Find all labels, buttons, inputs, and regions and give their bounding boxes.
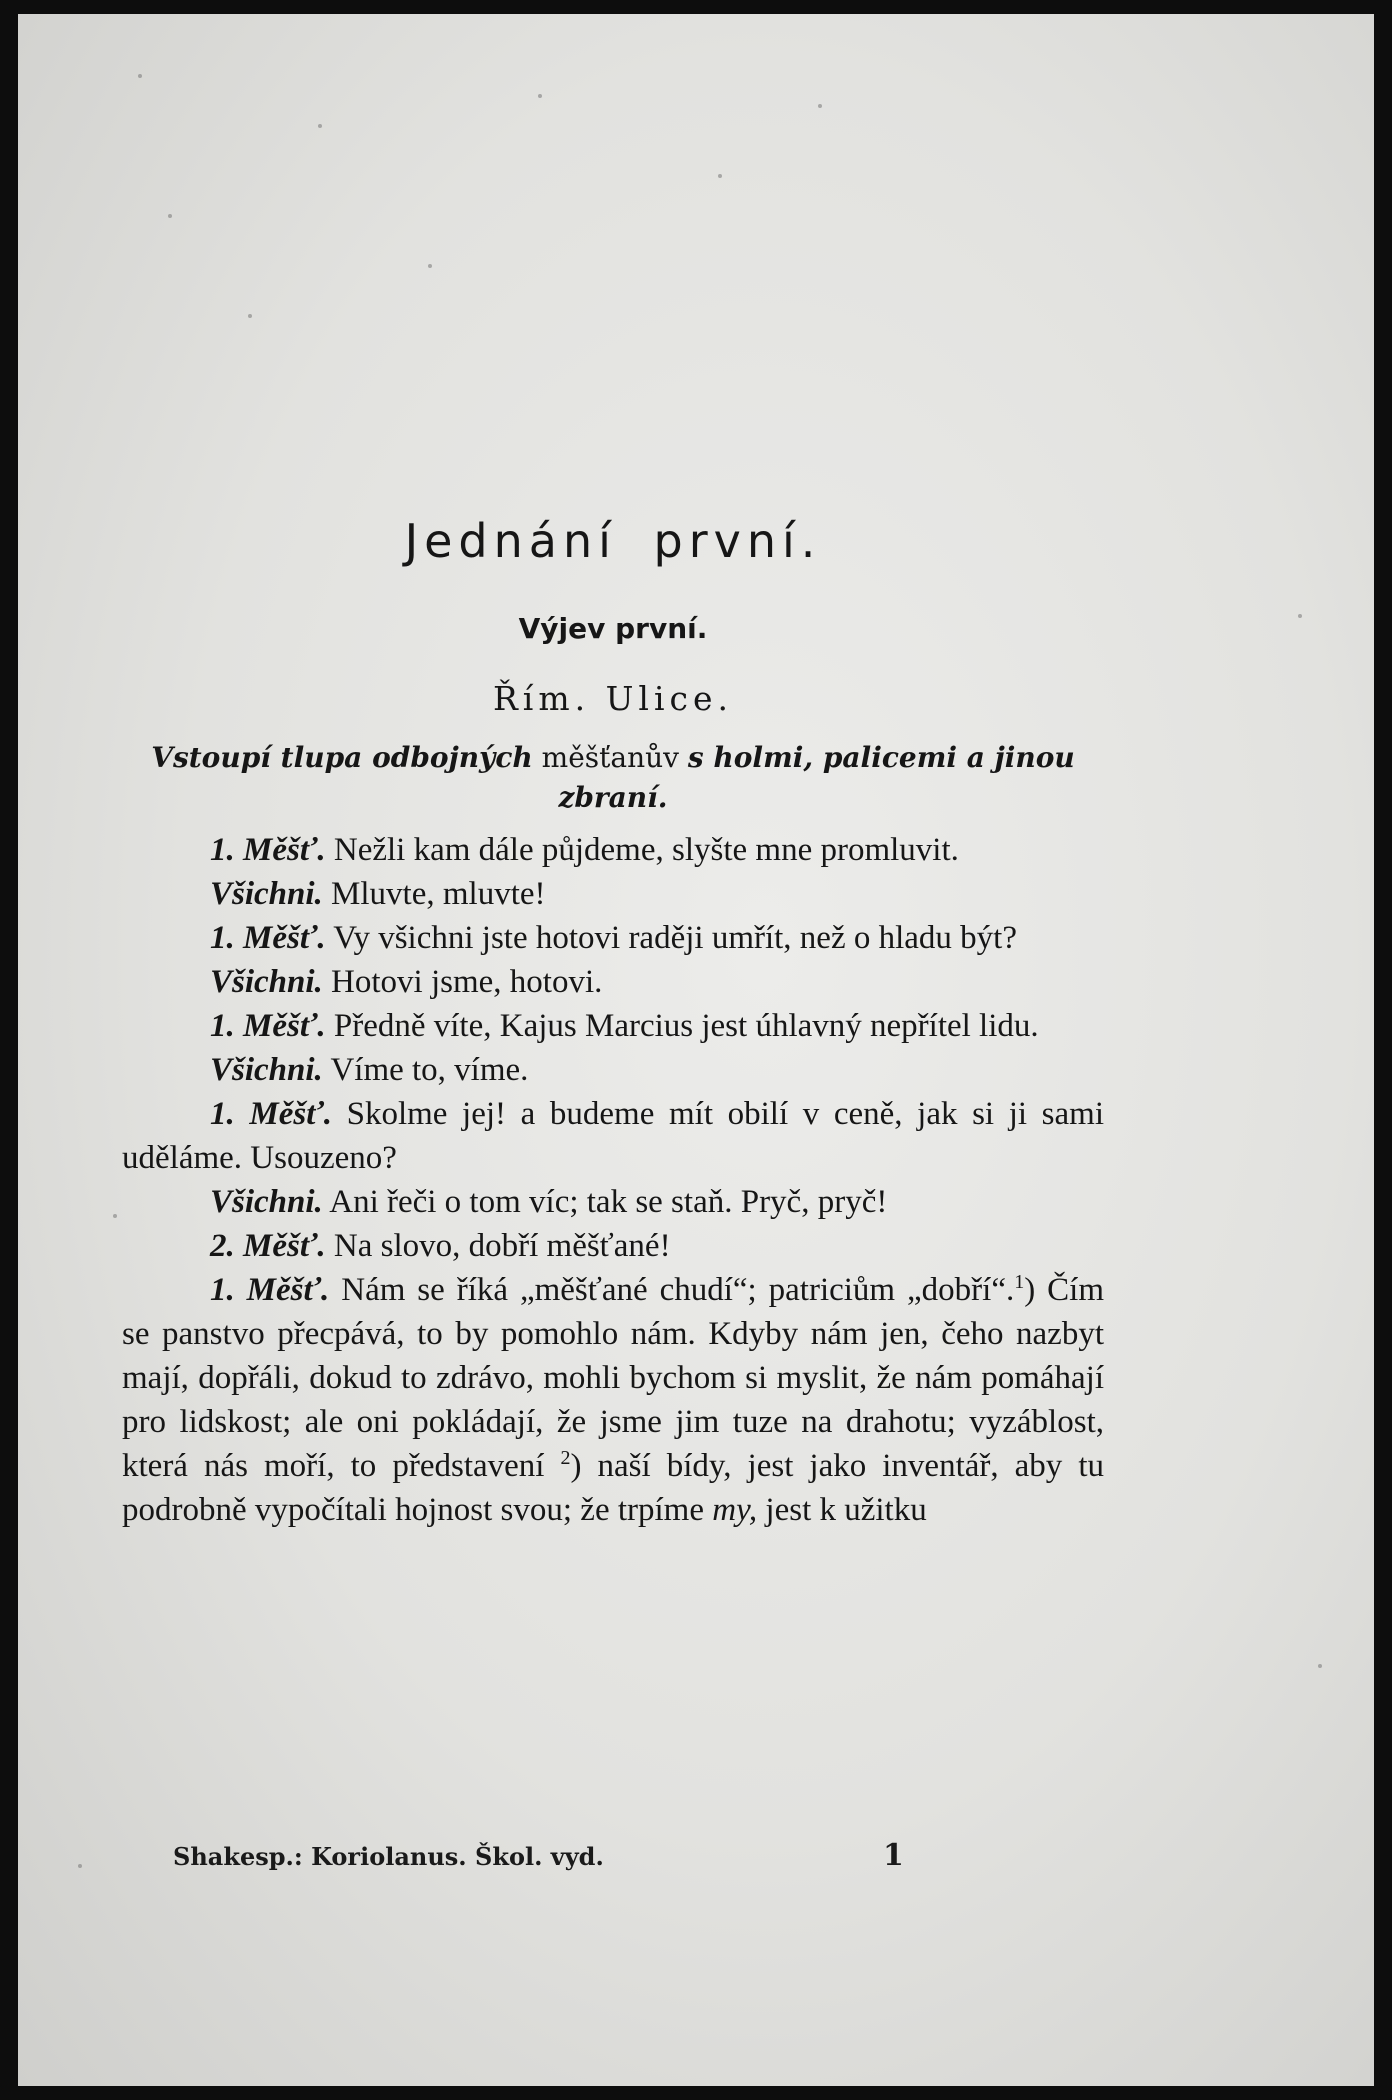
speaker: Všichni. (210, 1052, 323, 1088)
dialogue (122, 828, 1104, 1532)
speaker: 2. Měšť. (210, 1228, 326, 1264)
page-number: 1 (883, 1838, 904, 1873)
speech-text: Hotovi jsme, hotovi. (331, 964, 603, 1000)
stage-direction-part3: s holmi, palicemi a jinou zbraní. (558, 741, 1075, 814)
speech (122, 1048, 1104, 1092)
speech (122, 1092, 1104, 1180)
footnote-ref: 2 (560, 1447, 571, 1469)
page-content (122, 514, 1104, 1532)
scene-location: Řím. Ulice. (492, 679, 734, 718)
speech (122, 1224, 1104, 1268)
speech (122, 916, 1104, 960)
speech-text: Vy všichni jste hotovi raději umřít, než o hladu být? (333, 920, 1017, 956)
act-title: Jednání první. (404, 514, 822, 568)
speech-text: Na slovo, dobří měšťané! (333, 1228, 671, 1264)
speech-text: Nežli kam dále půjdeme, slyšte mne promluvit. (333, 832, 959, 868)
speech-text: Ani řeči o tom víc; tak se staň. Pryč, pryč! (329, 1184, 888, 1220)
footnote-ref: 1 (1014, 1271, 1025, 1293)
book-page (18, 14, 1374, 2086)
speaker: 1. Měšť. (210, 832, 326, 868)
speech-last (122, 1268, 1104, 1532)
speaker: 1. Měšť. (210, 1096, 332, 1132)
page-footer (173, 1838, 933, 1882)
speech-text: ) Čím se panstvo přecpává, to by pomohlo nám. Kdyby nám jen, čeho nazbyt mají, dopřáli, dokud to zdrávo, mohli bychom si myslit, že nám pomáhají pro lidskost; ale oni pokládají, že jsme jim tuze na drahotu; vyzáblost, která nás moří, to představení (122, 1272, 1104, 1484)
stage-direction-part1: Vstoupí tlupa odbojných (151, 741, 533, 774)
speech-text: Mluvte, mluvte! (331, 876, 546, 912)
scene-title: Výjev první. (518, 612, 708, 645)
speech-text: Předně víte, Kajus Marcius jest úhlavný nepřítel lidu. (333, 1008, 1039, 1044)
speaker: Všichni. (210, 964, 323, 1000)
speech (122, 1180, 1104, 1224)
speech-text: Nám se říká „měšťané chudí“; patriciům „dobří“. (341, 1272, 1015, 1308)
stage-direction (122, 738, 1104, 818)
speech-text: ) naší bídy, jest jako inventář, aby tu podrobně vypočítali hojnost svou; že trpíme (122, 1448, 1105, 1528)
speaker: Všichni. (210, 876, 323, 912)
speech-emphasis: my, (712, 1492, 758, 1528)
speaker: Všichni. (210, 1184, 323, 1220)
speech (122, 828, 1104, 872)
speech-text: Skolme jej! a budeme mít obilí v ceně, jak si ji sami uděláme. Usouzeno? (122, 1096, 1104, 1176)
speaker: 1. Měšť. (210, 1272, 330, 1308)
speech (122, 1004, 1104, 1048)
stage-direction-part2: měšťanův (541, 741, 679, 774)
speech-text: Víme to, víme. (330, 1052, 529, 1088)
speech (122, 872, 1104, 916)
speaker: 1. Měšť. (210, 1008, 326, 1044)
footer-signature: Shakesp.: Koriolanus. Škol. vyd. (173, 1842, 604, 1871)
speech (122, 960, 1104, 1004)
speech-text: jest k užitku (765, 1492, 927, 1528)
speaker: 1. Měšť. (210, 920, 326, 956)
